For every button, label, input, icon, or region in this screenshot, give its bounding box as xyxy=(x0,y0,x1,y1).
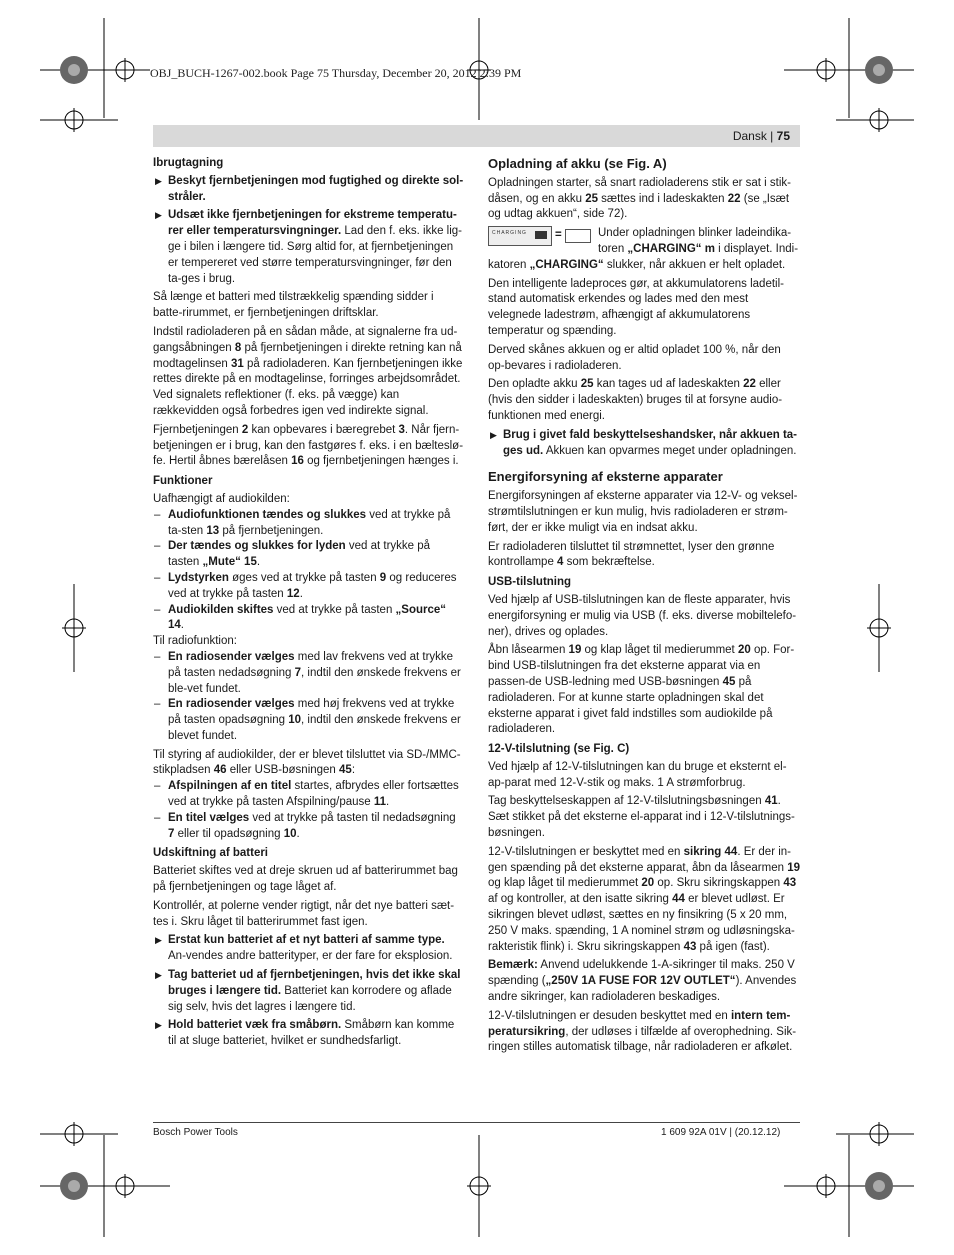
section-heading-funktioner: Funktioner xyxy=(153,475,213,488)
paragraph: Den opladte akku 25 kan tages ud af ladeskakten 22 eller (hvis den sidder i ladeskakten) bruges til at forsyne audio-funktionen med energi. xyxy=(488,378,783,422)
paragraph: Uafhængigt af audiokilden: xyxy=(153,492,290,505)
bullet-arrow-icon: ▶ xyxy=(155,175,162,186)
paragraph: Batteriet skiftes ved at dreje skruen ud af batterirummet bag på fjernbetjeningen og tage låget af. xyxy=(153,865,458,894)
footer-brand: Bosch Power Tools xyxy=(153,1127,238,1138)
paragraph: Kontrollér, at polerne vender rigtigt, når det nye batteri sæt-tes i. Skru låget til batterirummet fast igen. xyxy=(153,899,455,928)
bullet-arrow-icon: ▶ xyxy=(155,935,162,946)
page-header-bar xyxy=(153,125,800,147)
list-item: – En radiosender vælges med høj frekvens ved at trykke på tasten opadsøgning 10, indtil den ønskede frekvens er blevet fundet. xyxy=(154,698,461,742)
section-heading-batteri: Udskiftning af batteri xyxy=(153,847,269,860)
paragraph: Derved skånes akkuen og er altid opladet 100 %, når den op-bevares i radioladeren. xyxy=(488,343,781,372)
charging-indicator-illustration: CHARGING = xyxy=(488,226,598,246)
list-item: – Audiofunktionen tændes og slukkes ved at trykke på ta-sten 13 på fjernbetjeningen. xyxy=(154,508,451,537)
section-heading-12v: 12-V-tilslutning (se Fig. C) xyxy=(488,743,630,756)
section-heading-energiforsyning: Energiforsyning af eksterne apparater xyxy=(488,469,723,485)
section-heading-ibrugtagning: Ibrugtagning xyxy=(153,157,224,169)
safety-note: ▶ Brug i givet fald beskyttelseshandsker, når akkuen ta-ges ud. Akkuen kan opvarmes meget under opladningen. xyxy=(490,428,797,457)
bullet-arrow-icon: ▶ xyxy=(490,429,497,440)
section-heading-usb: USB-tilslutning xyxy=(488,576,572,589)
paragraph: Så længe et batteri med tilstrækkelig spænding sidder i batte-rirummet, er fjernbetjeningen driftsklar. xyxy=(153,291,434,320)
paragraph: Er radioladeren tilsluttet til strømnettet, lyser den grønne kontrollampe 4 som bekræftelse. xyxy=(488,540,775,569)
list-item: – Der tændes og slukkes for lyden ved at trykke på tasten „Mute“ 15. xyxy=(154,540,431,569)
paragraph: Ved hjælp af 12-V-tilslutningen kan du bruge et eksternt el-ap-parat med 12-V-stik og maks. 1 A strømforbrug. xyxy=(488,760,787,789)
paragraph: Den intelligente ladeproces gør, at akkumulatorens ladetil-stand automatisk erkendes og lades med den mest velegnede ladestrøm, afhængigt af akkumulatorens temperatur og spænding. xyxy=(488,277,784,337)
blinking-battery-icon xyxy=(565,229,591,243)
footer-doc-number: 1 609 92A 01V | (20.12.12) xyxy=(661,1127,781,1138)
paragraph: Åbn låsearmen 19 og klap låget til medierummet 20 op. For-bind USB-tilslutningen fra det eksterne apparat via en passen-de USB-ledning med USB-bøsningen 45 på radioladeren. For at kunne starte opladningen skal det eksterne apparat i givet fald indstilles som audiokilde på radioladeren. xyxy=(488,644,795,736)
language-label: Dansk xyxy=(732,129,767,143)
safety-note: ▶ Udsæt ikke fjernbetjeningen for ekstreme temperatu-rer eller temperatursvingninger. Lad den f. eks. ikke lig-ge i bilen i længere tid. Sørg altid for, at fjernbetjeningen er tempereret ved større temperatursvingninger, før den ta-ges i brug. xyxy=(155,209,463,285)
bullet-arrow-icon: ▶ xyxy=(155,210,162,221)
safety-note: ▶ Beskyt fjernbetjeningen mod fugtighed og direkte sol-stråler. xyxy=(155,174,464,203)
paragraph: Energiforsyningen af eksterne apparater via 12-V- og veksel-strømtilslutningen er kun mulig, hvis radioladeren er strøm-ført, der er ikke muligt via en indsat akku. xyxy=(488,490,798,534)
paragraph: Ved hjælp af USB-tilslutningen kan de fleste apparater, hvis energiforsyning er mulig via USB (f. eks. diverse mobiltelefo-ner), drives og oplades. xyxy=(488,593,797,638)
list-item: – En radiosender vælges med lav frekvens ved at trykke på tasten nedadsøgning 7, indtil den ønskede frekvens er ble-vet fundet. xyxy=(154,650,461,695)
paragraph: Bemærk: Anvend udelukkende 1-A-sikringer til maks. 250 V spænding („250V 1A FUSE FOR 12V OUTLET“). Anvendes andre sikringer, kan radioladeren beskadiges. xyxy=(488,959,797,1004)
bullet-arrow-icon: ▶ xyxy=(155,970,162,981)
paragraph: Til styring af audiokilder, der er blevet tilsluttet via SD-/MMC-stikpladsen 46 eller USB-bøsningen 45: xyxy=(153,748,461,777)
list-item: – Lydstyrken øges ved at trykke på tasten 9 og reduceres ved at trykke på tasten 12. xyxy=(154,571,457,600)
paragraph: Tag beskyttelseskappen af 12-V-tilslutningsbøsningen 41. Sæt stikket på det eksterne el-apparat ind i 12-V-tilslutnings-bøsningen. xyxy=(488,795,795,840)
paragraph: Opladningen starter, så snart radioladerens stik er sat i stik-dåsen, og en akku 25 sættes ind i ladeskakten 22 (se „Isæt og udtag akkuen“, side 72). xyxy=(488,176,791,221)
battery-icon xyxy=(535,231,547,239)
paragraph: Indstil radioladeren på en sådan måde, at signalerne fra ud-gangsåbningen 8 på fjernbetjeningen i direkte retning kan nå modtagelinsen 31 på radioladeren. Kan fjernbetjeningen ikke rettes direkte på en modtagelinse, forringes arbejdsområdet. Ved signalets reflektioner (f. eks. på vægge) kan rækkevidden også forbedres igen ved indirekte signal. xyxy=(153,325,463,417)
book-info-line: OBJ_BUCH-1267-002.book Page 75 Thursday, December 20, 2012 2:39 PM xyxy=(150,66,522,80)
bullet-arrow-icon: ▶ xyxy=(155,1020,162,1031)
left-column xyxy=(153,156,464,1053)
list-item: – En titel vælges ved at trykke på tasten til nedadsøgning 7 eller til opadsøgning 10. xyxy=(154,811,456,840)
list-item: – Audiokilden skiftes ved at trykke på tasten „Source“ 14. xyxy=(154,603,447,632)
paragraph: 12-V-tilslutningen er desuden beskyttet med en intern tem-peratursikring, der udløses i tilfælde af overophedning. Sik-ringen stilles automatisk tilbage, når radioladeren er afkølet. xyxy=(488,1009,797,1054)
display-icon: CHARGING xyxy=(488,226,552,246)
section-heading-opladning: Opladning af akku (se Fig. A) xyxy=(488,156,667,171)
right-column xyxy=(488,156,800,1059)
safety-note: ▶ Hold batteriet væk fra småbørn. Småbørn kan komme til at sluge batteriet, hvilket er sundhedsfarligt. xyxy=(155,1019,455,1048)
page-number: 75 xyxy=(776,129,790,143)
page-header-label: Dansk | 75 xyxy=(732,129,790,143)
paragraph: Til radiofunktion: xyxy=(153,635,237,648)
safety-note: ▶ Tag batteriet ud af fjernbetjeningen, hvis det ikke skal bruges i længere tid. Batteriet kan korrodere og aflade sig selv, hvis det lagres i længere tid. xyxy=(155,969,461,1013)
list-item: – Afspilningen af en titel startes, afbrydes eller fortsættes ved at trykke på tasten Afspilning/pause 11. xyxy=(154,780,459,809)
paragraph: 12-V-tilslutningen er beskyttet med en sikring 44. Er der in-gen spænding på det eksterne apparat, åbn da låsearmen 19 og klap låget til medierummet 20 op. Skru sikringskappen 43 af og kontroller, at den isatte sikring 44 er blevet udløst. Er sikringen blevet udløst, sættes en ny finsikring (5 x 20 mm, 250 V maks. spænding, 1 A nominel strøm og udløsningska-rakteristik flink) i. Skru sikringskappen 43 på igen (fast). xyxy=(488,845,801,953)
paragraph: Fjernbetjeningen 2 kan opbevares i bæregrebet 3. Når fjern-betjeningen er i brug, kan den fastgøres f. eks. i en bælteslø-fe. Hertil åbnes bærelåsen 16 og fjernbetjeningen hænges i. xyxy=(153,423,464,468)
footer-divider xyxy=(153,1122,800,1123)
paragraph: CHARGING = Under opladningen blinker ladeindika-toren „CHARGING“ m i displayet. Indi-katoren „CHARGING“ slukker, når akkuen er helt opladet. xyxy=(488,227,799,271)
safety-note: ▶ Erstat kun batteriet af et nyt batteri af samme type. An-vendes andre batterityper, er der fare for eksplosion. xyxy=(155,934,453,963)
